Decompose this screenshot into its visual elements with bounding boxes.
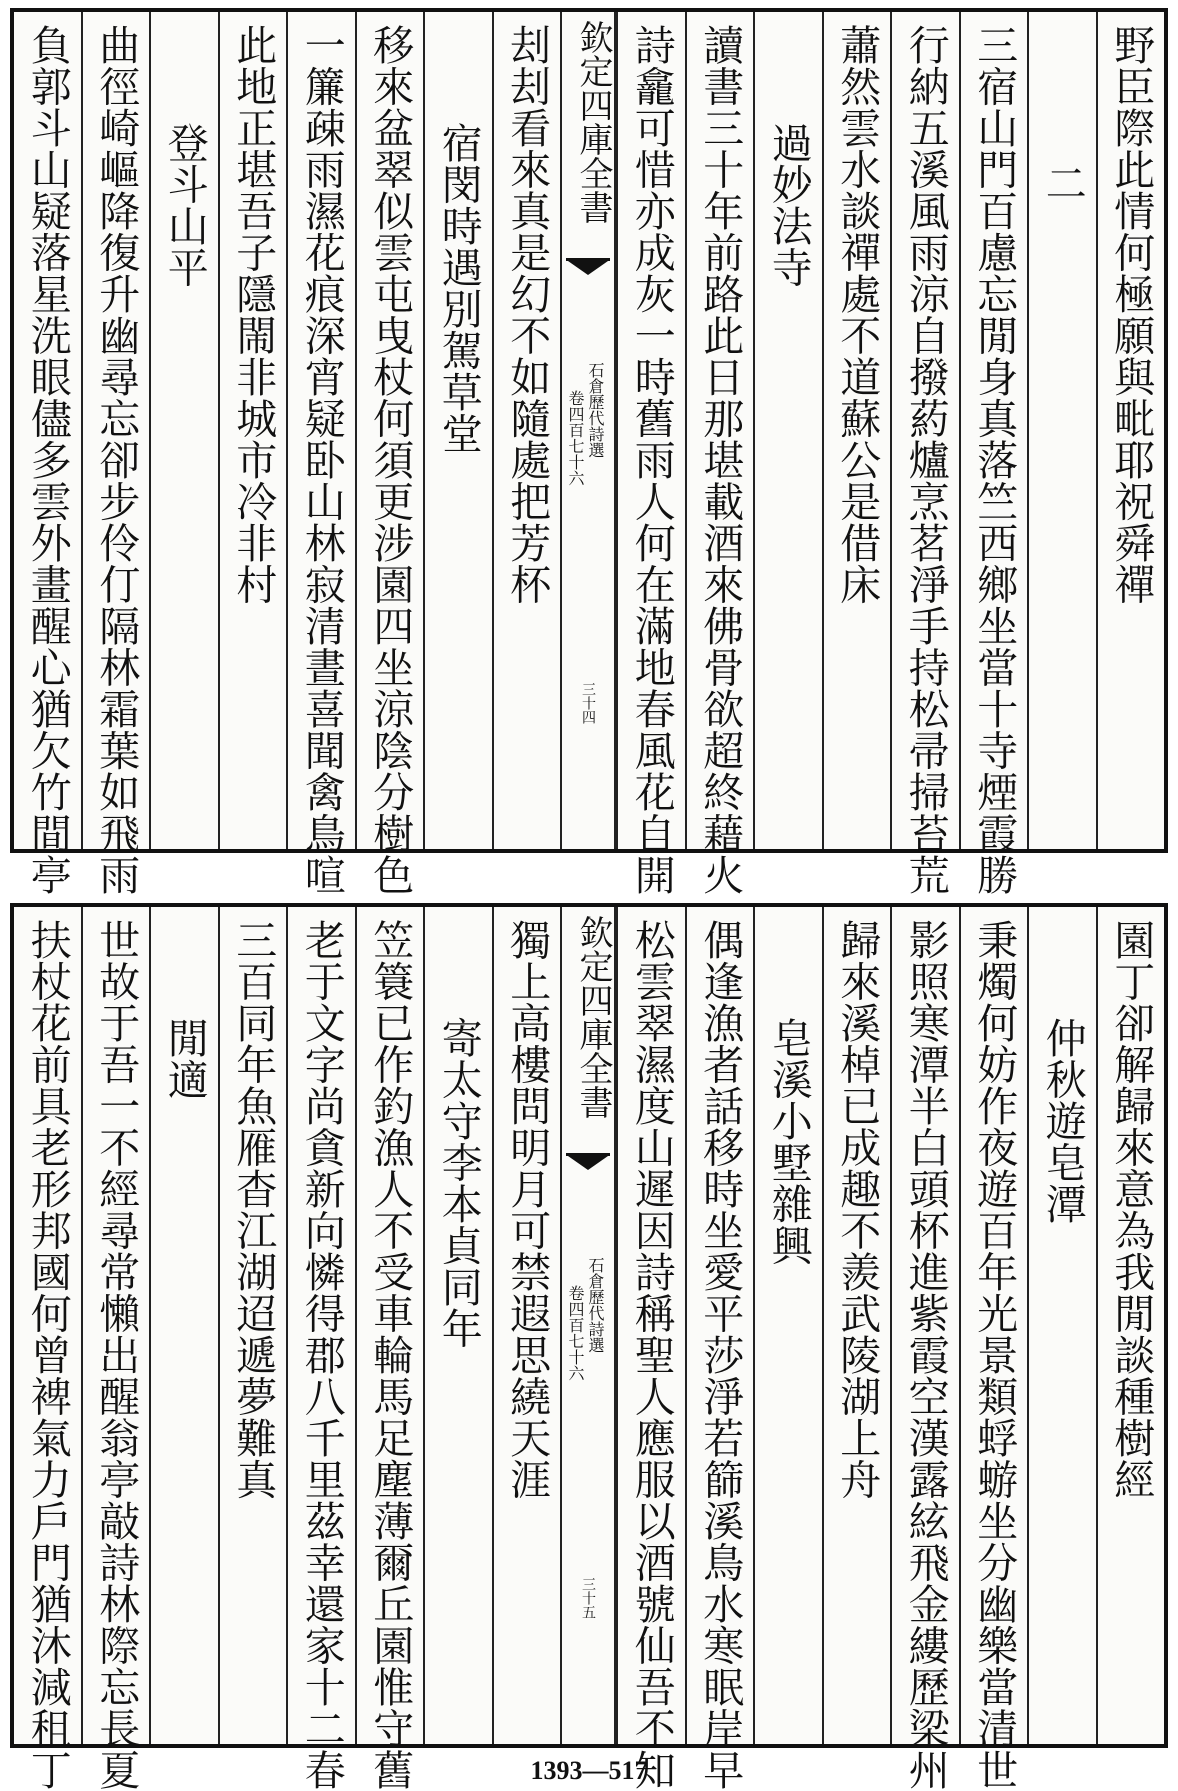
text-column: [218, 907, 287, 1744]
column-text: 此地正堪吾子隱閙非城市冷非村: [229, 24, 278, 605]
column-text: 獨上高樓問明月可禁遐思繞天涯: [503, 919, 552, 1500]
column-text: 世故于吾一不經尋常懶出醒翁亭敲詩林際忘長夏: [92, 919, 141, 1791]
poem-title: 過妙法寺: [764, 122, 813, 288]
fish-tail-mark: [566, 258, 610, 295]
column-text: 影照寒潭半白頭杯進紫霞空漢露絃飛金縷歷梁州: [901, 919, 950, 1791]
column-text: 偶逢漁者話移時坐愛平莎淨若篩溪鳥水寒眠岸早: [696, 919, 745, 1791]
column-text: 野臣際此情何極願與毗耶祝舜禪: [1107, 24, 1156, 605]
text-column: [81, 907, 150, 1791]
column-text: 歸來溪棹已成趣不羨武陵湖上舟: [833, 919, 882, 1500]
collection-title: 石倉歷代詩選: [586, 1257, 605, 1353]
column-text: 一簾疎雨濕花痕深宵疑卧山林寂清晝喜聞禽鳥喧: [297, 24, 346, 896]
column-text: 移來盆翠似雲屯曳杖何須更涉園四坐涼陰分樹色: [366, 24, 415, 896]
column-text: 曲徑崎嶇降復升幽尋忘卻步伶仃隔林霜葉如飛雨: [92, 24, 141, 896]
text-column: [355, 12, 424, 896]
column-text: 刦刦看來真是幻不如隨處把芳杯: [503, 24, 552, 605]
poem-title: 皂溪小墅雜興: [764, 1017, 813, 1266]
book-title: 欽定四庫全書: [573, 20, 613, 224]
text-column: [81, 12, 150, 896]
folio-number: 三十五: [580, 1577, 596, 1619]
text-column: [685, 907, 754, 1791]
column-text: 園丁卻解歸來意為我閒談種樹經: [1107, 919, 1156, 1500]
text-column: [822, 12, 891, 849]
column-text: 蕭然雲水談禪處不道蘇公是借床: [833, 24, 882, 605]
text-column: [822, 907, 891, 1744]
text-column: [423, 12, 492, 849]
text-column: [1096, 12, 1165, 849]
column-text: 三百同年魚雁杳江湖迢遞夢難真: [229, 919, 278, 1500]
text-column: [616, 907, 685, 1791]
column-text: 扶杖花前具老形邦國何曾裨氣力戶門猶沐減租丁: [23, 919, 72, 1791]
text-column: [423, 907, 492, 1744]
text-column: [14, 12, 81, 896]
column-text: 詩龕可惜亦成灰一時舊雨人何在滿地春風花自開: [627, 24, 676, 896]
text-column: [959, 907, 1028, 1791]
text-column: [685, 12, 754, 896]
text-column: [149, 12, 218, 849]
text-column: [1027, 12, 1096, 849]
poem-title: 仲秋遊皂潭: [1038, 1017, 1087, 1225]
collection-title: 石倉歷代詩選: [586, 362, 605, 458]
text-column: [14, 907, 81, 1791]
book-title: 欽定四庫全書: [573, 915, 613, 1119]
text-column: [890, 907, 959, 1791]
text-column: [492, 907, 561, 1744]
volume-number: 卷四百七十六: [566, 390, 585, 486]
center-fold-column: [560, 907, 616, 1744]
text-column: [492, 12, 561, 849]
folio-number: 三十四: [580, 682, 596, 724]
text-column: [355, 907, 424, 1791]
text-column: [616, 12, 685, 896]
text-column: [890, 12, 959, 896]
volume-number: 卷四百七十六: [566, 1285, 585, 1381]
text-column: [1027, 907, 1096, 1744]
column-text: 松雲翠濕度山遲因詩稱聖人應服以酒號仙吾不知: [627, 919, 676, 1791]
text-column: [218, 12, 287, 849]
text-column: [286, 907, 355, 1791]
column-text: 笠簑已作釣漁人不受車輪馬足塵薄爾丘園惟守舊: [366, 919, 415, 1791]
text-column: [1096, 907, 1165, 1744]
fish-tail-mark: [566, 1153, 610, 1190]
text-column: [753, 907, 822, 1744]
poem-title: 宿閔時遇別駕草堂: [434, 122, 483, 454]
text-column: [959, 12, 1028, 896]
poem-title: 寄太守李本貞同年: [434, 1017, 483, 1349]
column-text: 負郭斗山疑落星洗眼儘多雲外畫醒心猶欠竹間亭: [23, 24, 72, 896]
text-column: [149, 907, 218, 1744]
poem-title: 登斗山平: [160, 122, 209, 288]
center-fold-column: [560, 12, 616, 849]
text-column: [286, 12, 355, 896]
top-page-panel: [10, 8, 1168, 896]
column-text: 秉燭何妨作夜遊百年光景類蜉蝣坐分幽樂當清世: [970, 919, 1019, 1791]
column-text: 讀書三十年前路此日那堪載酒來佛骨欲超終藉火: [696, 24, 745, 896]
page-footer-number: 1393—517: [530, 1756, 648, 1785]
column-text: 二: [1038, 162, 1087, 204]
text-column: [753, 12, 822, 849]
column-text: 行納五溪風雨涼自撥葯爐烹茗淨手持松帚掃苔荒: [901, 24, 950, 896]
column-text: 老于文字尚貪新向憐得郡八千里茲幸還家十二春: [297, 919, 346, 1791]
column-text: 三宿山門百慮忘閒身真落竺西鄉坐當十寺煙霞勝: [970, 24, 1019, 896]
poem-title: 閒適: [160, 1017, 209, 1100]
